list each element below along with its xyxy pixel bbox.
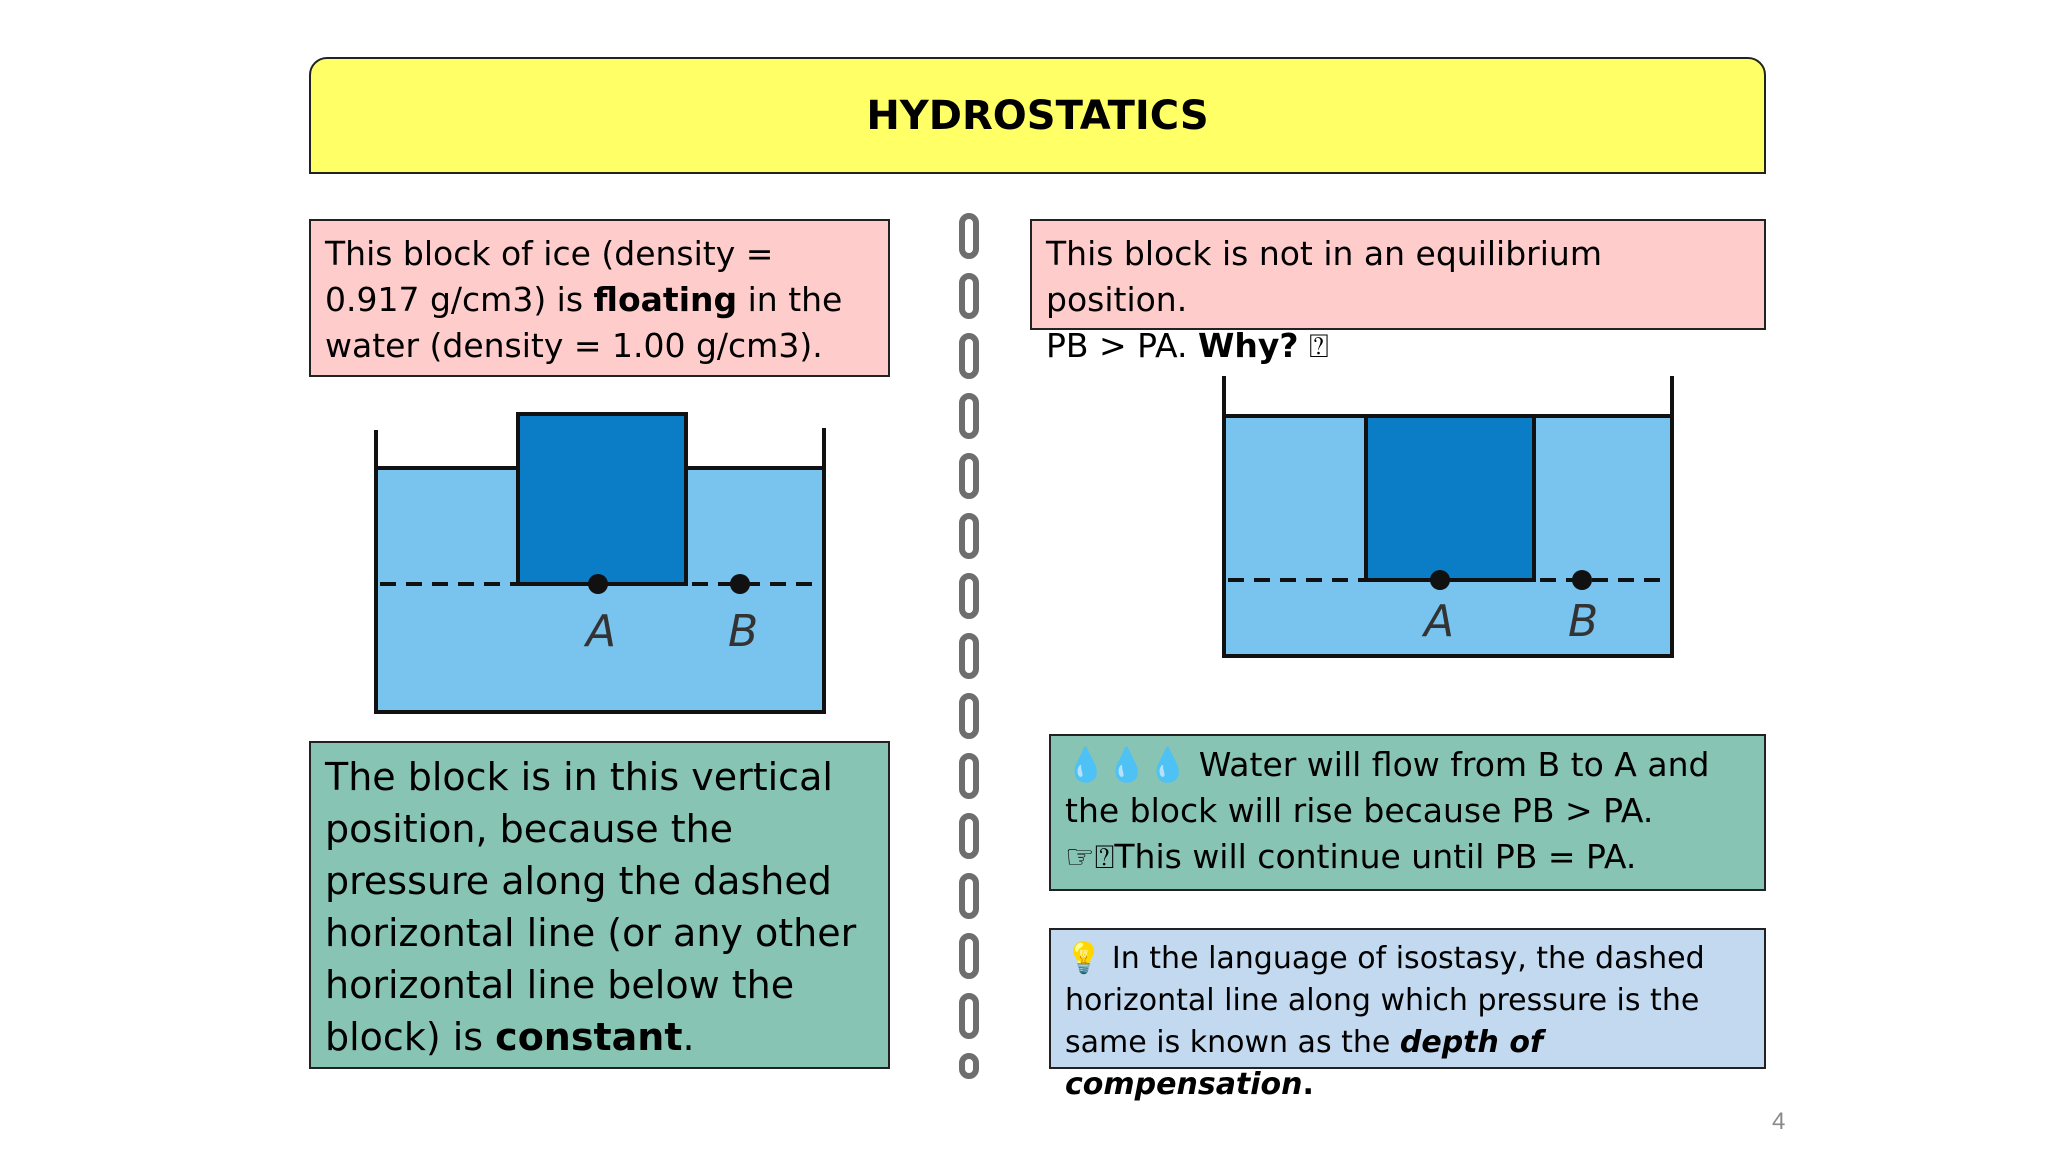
chain-divider: [956, 212, 982, 1082]
pointing-hand-icon: ☞⍰: [1065, 837, 1115, 876]
constant-pressure-explanation: [309, 741, 890, 1069]
ice-block: [518, 414, 686, 584]
label-b: B: [1568, 596, 1599, 647]
missing-glyph-icon: ⍰: [1308, 326, 1329, 365]
why-question: Why?: [1197, 326, 1299, 365]
label-a: A: [1424, 596, 1455, 647]
explanation-text-2: .: [682, 1015, 695, 1059]
floating-block-diagram: [370, 410, 830, 720]
ice-block-description: [309, 219, 890, 377]
point-a: [1430, 570, 1450, 590]
intro-bold: floating: [593, 280, 738, 319]
non-equilibrium-diagram: [1218, 372, 1678, 662]
point-b: [1572, 570, 1592, 590]
flow-text: Water will flow from B to A and the block will rise because PB > PA.: [1065, 745, 1710, 830]
explanation-bold: constant: [495, 1015, 683, 1059]
non-equilibrium-description: [1030, 219, 1766, 365]
misplaced-block: [1366, 416, 1534, 580]
label-a: A: [586, 606, 617, 657]
intro-line-2: [1046, 323, 1750, 369]
explanation-text: The block is in this vertical position, because the pressure along the dashed horizontal line (or any other horizontal line below the block) is: [325, 755, 857, 1059]
intro-text-2: in the water (density = 1.00 g/cm3).: [325, 280, 843, 365]
isostasy-text: In the language of isostasy, the dashed horizontal line along which pressure is the same is known as the: [1065, 941, 1705, 1060]
pressure-relation: PB > PA.: [1046, 326, 1198, 365]
isostasy-period: .: [1302, 1067, 1314, 1102]
label-b: B: [728, 606, 759, 657]
intro-text: This block of ice (density = 0.917 g/cm3) is: [325, 234, 774, 319]
page-title: HYDROSTATICS: [866, 92, 1209, 139]
water-drops-icon: 💧💧💧: [1065, 745, 1189, 784]
point-a: [588, 574, 608, 594]
depth-of-compensation-term: depth of compensation: [1065, 1025, 1543, 1102]
page-number: 4: [1772, 1108, 1786, 1135]
water-flow-explanation: [1049, 734, 1766, 891]
title-banner: [309, 57, 1766, 174]
point-b: [730, 574, 750, 594]
light-bulb-icon: 💡: [1065, 941, 1103, 976]
isostasy-note: [1049, 928, 1766, 1102]
flow-text-2: This will continue until PB = PA.: [1114, 837, 1637, 876]
intro-line-1: This block is not in an equilibrium position.: [1046, 234, 1602, 319]
